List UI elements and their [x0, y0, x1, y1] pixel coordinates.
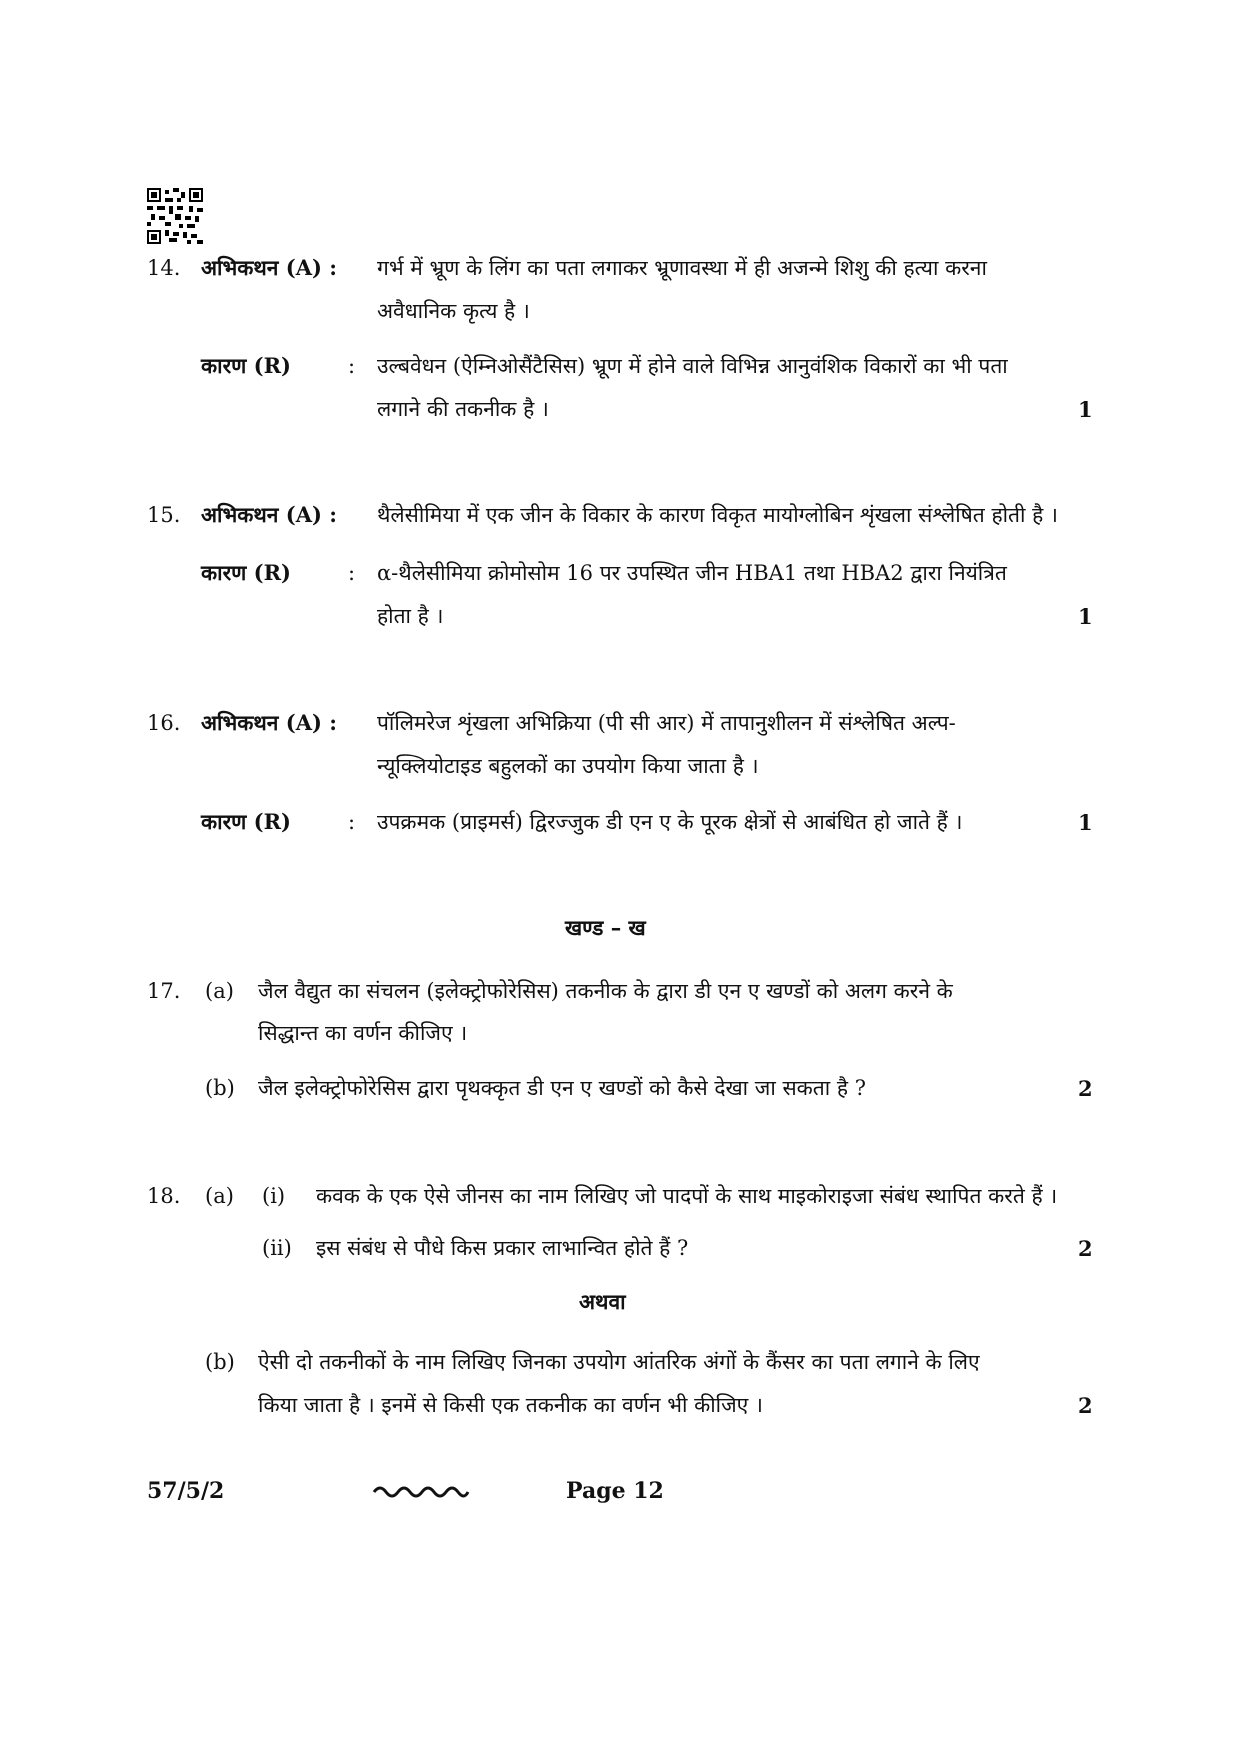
subpart-ii-text: इस संबंध से पौधे किस प्रकार लाभान्वित होते हैं ? [316, 1236, 689, 1260]
section-heading: खण्ड – ख [565, 915, 646, 940]
question-number: 14. [147, 256, 181, 280]
assertion-text-line2: न्यूक्लियोटाइड बहुलकों का उपयोग किया जाता है । [377, 754, 759, 778]
reason-text-line2: होता है । [377, 604, 444, 628]
part-b-text: जैल इलेक्ट्रोफोरेसिस द्वारा पृथक्कृत डी एन ए खण्डों को कैसे देखा जा सकता है ? [258, 1076, 866, 1100]
part-a-text-line2: सिद्धान्त का वर्णन कीजिए । [258, 1021, 468, 1045]
part-b-text-line1: ऐसी दो तकनीकों के नाम लिखिए जिनका उपयोग आंतरिक अंगों के कैंसर का पता लगाने के लिए [258, 1350, 980, 1374]
wave-decoration [372, 1482, 470, 1506]
assertion-text-line1: गर्भ में भ्रूण के लिंग का पता लगाकर भ्रूणावस्था में ही अजन्मे शिशु की हत्या करना [377, 256, 987, 280]
qr-code [147, 188, 203, 244]
assertion-text-line2: अवैधानिक कृत्य है । [377, 299, 530, 323]
subpart-i-label: (i) [262, 1184, 286, 1208]
assertion-label: अभिकथन (A) : [201, 502, 337, 527]
part-a-label: (a) [205, 1184, 234, 1208]
marks: 1 [1078, 810, 1093, 835]
part-a-text-line1: जैल वैद्युत का संचलन (इलेक्ट्रोफोरेसिस) तकनीक के द्वारा डी एन ए खण्डों को अलग करने के [258, 979, 953, 1003]
assertion-text-line1: थैलेसीमिया में एक जीन के विकार के कारण विकृत मायोग्लोबिन शृंखला संश्लेषित होती है । [377, 503, 1058, 527]
reason-text-line1: उल्बवेधन (ऐम्निओसैंटैसिस) भ्रूण में होने वाले विभिन्न आनुवंशिक विकारों का भी पता [377, 354, 1008, 378]
marks: 2 [1078, 1076, 1093, 1101]
marks: 2 [1078, 1236, 1093, 1261]
question-number: 15. [147, 503, 181, 527]
or-divider: अथवा [579, 1289, 626, 1314]
part-b-label: (b) [205, 1076, 235, 1100]
question-number: 16. [147, 711, 181, 735]
part-b-label: (b) [205, 1350, 235, 1374]
reason-label: कारण (R) [201, 353, 291, 378]
reason-text-line1: उपक्रमक (प्राइमर्स) द्विरज्जुक डी एन ए के पूरक क्षेत्रों से आबंधित हो जाते हैं । [377, 810, 963, 834]
part-b-text-line2: किया जाता है । इनमें से किसी एक तकनीक का वर्णन भी कीजिए । [258, 1393, 763, 1417]
assertion-text-line1: पॉलिमरेज शृंखला अभिक्रिया (पी सी आर) में तापानुशीलन में संश्लेषित अल्प- [377, 711, 956, 735]
reason-colon: : [348, 561, 356, 585]
page-number: Page 12 [566, 1478, 664, 1504]
marks: 1 [1078, 604, 1093, 629]
reason-colon: : [348, 354, 356, 378]
reason-label: कारण (R) [201, 560, 291, 585]
marks: 2 [1078, 1393, 1093, 1418]
part-a-label: (a) [205, 979, 234, 1003]
assertion-label: अभिकथन (A) : [201, 255, 337, 280]
reason-text-line1: α-थैलेसीमिया क्रोमोसोम 16 पर उपस्थित जीन HBA1 तथा HBA2 द्वारा नियंत्रित [377, 561, 1007, 585]
question-number: 17. [147, 979, 181, 1003]
paper-code: 57/5/2 [147, 1478, 225, 1504]
subpart-i-text: कवक के एक ऐसे जीनस का नाम लिखिए जो पादपों के साथ माइकोराइजा संबंध स्थापित करते हैं । [316, 1184, 1058, 1208]
question-number: 18. [147, 1184, 181, 1208]
assertion-label: अभिकथन (A) : [201, 710, 337, 735]
reason-label: कारण (R) [201, 809, 291, 834]
reason-text-line2: लगाने की तकनीक है । [377, 397, 549, 421]
marks: 1 [1078, 397, 1093, 422]
subpart-ii-label: (ii) [262, 1236, 292, 1260]
reason-colon: : [348, 810, 356, 834]
